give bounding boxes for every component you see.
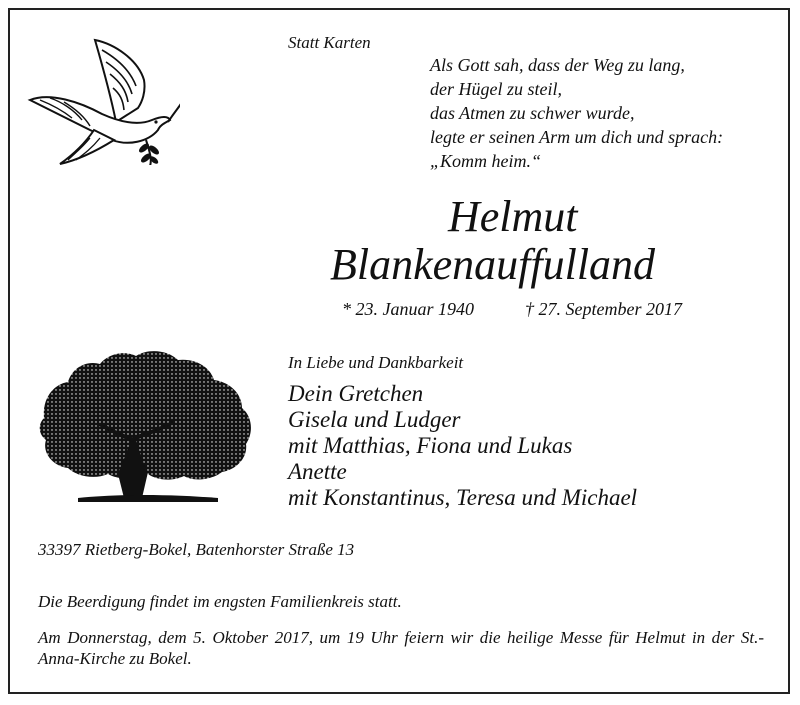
tree-icon	[38, 348, 256, 506]
poem-line: das Atmen zu schwer wurde,	[430, 103, 635, 123]
family-member: mit Matthias, Fiona und Lukas	[288, 433, 573, 458]
dove-icon	[20, 30, 180, 165]
family-member: Gisela und Ludger	[288, 407, 461, 432]
mass-note: Am Donnerstag, dem 5. Oktober 2017, um 19 Uhr feiern wir die heilige Messe für Helmut in der St.-Anna-Kirche zu Bokel.	[38, 628, 764, 668]
family-member: Anette	[288, 459, 347, 484]
family-member: mit Konstantinus, Teresa und Michael	[288, 485, 638, 510]
death-date: † 27. September 2017	[525, 299, 682, 319]
poem-line: der Hügel zu steil,	[430, 79, 562, 99]
deceased-last-name: Blankenauffulland	[330, 240, 656, 289]
address: 33397 Rietberg-Bokel, Batenhorster Straße 13	[38, 540, 355, 559]
deceased-first-name: Helmut	[448, 192, 578, 241]
family-member: Dein Gretchen	[288, 381, 424, 406]
poem-line: legte er seinen Arm um dich und sprach:	[430, 127, 724, 147]
poem-line: „Komm heim.“	[430, 151, 542, 171]
family-intro: In Liebe und Dankbarkeit	[288, 353, 464, 372]
poem	[430, 53, 723, 173]
family-list	[288, 381, 637, 511]
poem-line: Als Gott sah, dass der Weg zu lang,	[430, 55, 685, 75]
funeral-note: Die Beerdigung findet im engsten Familienkreis statt.	[38, 592, 402, 611]
birth-date: * 23. Januar 1940	[342, 299, 474, 319]
statt-karten-label: Statt Karten	[288, 33, 371, 52]
